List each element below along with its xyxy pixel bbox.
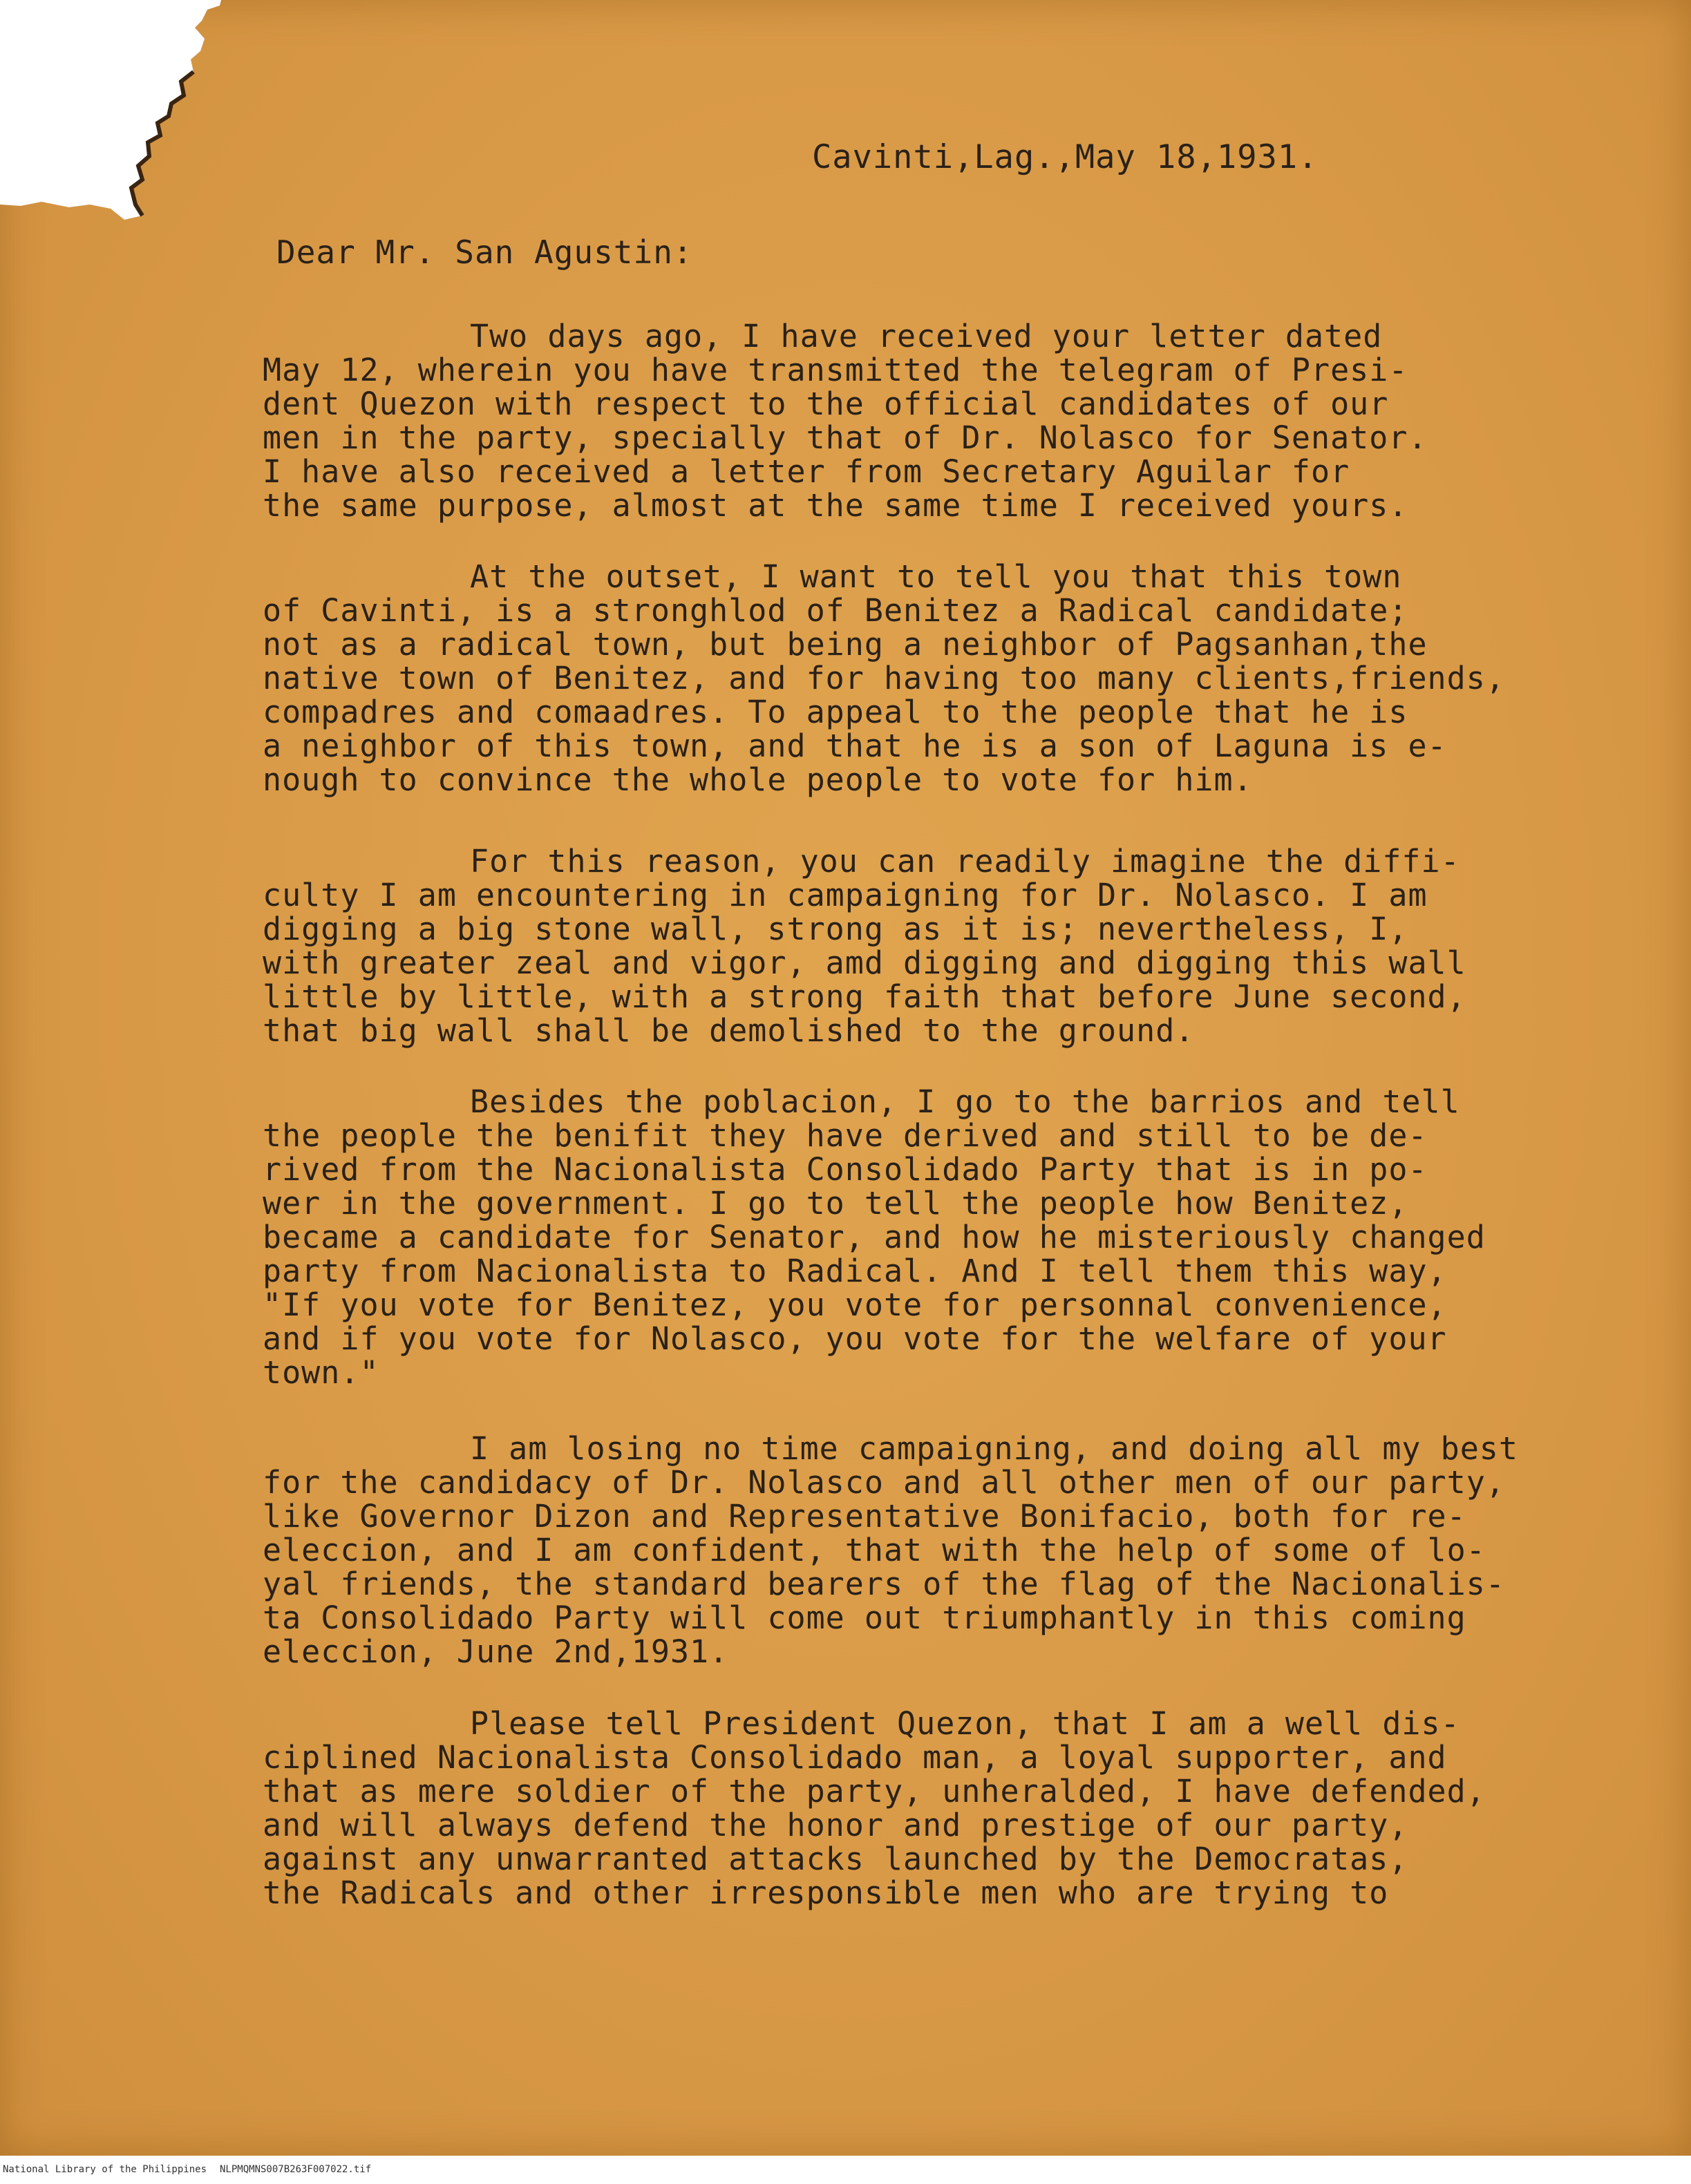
paragraph-line: town.": [263, 1354, 379, 1391]
paragraph-2: [263, 560, 1638, 797]
paragraph-line: of Cavinti, is a stronghlod of Benitez a Radical candidate;: [263, 592, 1408, 629]
paragraph-line: I have also received a letter from Secretary Aguilar for: [263, 453, 1350, 490]
paragraph-line: little by little, with a strong faith that before June second,: [263, 978, 1466, 1015]
paragraph-3: [263, 844, 1638, 1047]
paragraph-line: like Governor Dizon and Representative Bonifacio, both for re-: [263, 1498, 1466, 1535]
paragraph-line: eleccion, and I am confident, that with the help of some of lo-: [263, 1532, 1486, 1568]
archive-label: National Library of the Philippines: [3, 2164, 207, 2175]
paragraph-line: wer in the government. I go to tell the people how Benitez,: [263, 1185, 1408, 1222]
paragraph-line: and if you vote for Nolasco, you vote for the welfare of your: [263, 1320, 1447, 1357]
paragraph-line: and will always defend the honor and prestige of our party,: [263, 1807, 1408, 1843]
paragraph-line: a neighbor of this town, and that he is a son of Laguna is e-: [263, 728, 1447, 764]
paragraph-line: At the outset, I want to tell you that this town: [470, 558, 1402, 595]
paragraph-line: eleccion, June 2nd,1931.: [263, 1633, 729, 1670]
paragraph-line: for the candidacy of Dr. Nolasco and all other men of our party,: [263, 1464, 1505, 1501]
paragraph-line: culty I am encountering in campaigning for Dr. Nolasco. I am: [263, 877, 1428, 913]
paragraph-line: ciplined Nacionalista Consolidado man, a loyal supporter, and: [263, 1739, 1447, 1776]
paragraph-line: the Radicals and other irresponsible men who are trying to: [263, 1874, 1389, 1911]
paragraph-6: [263, 1707, 1638, 1910]
scan-footer: [0, 2156, 1691, 2184]
paragraph-line: the people the benifit they have derived and still to be de-: [263, 1117, 1428, 1154]
paragraph-line: ta Consolidado Party will come out triumphantly in this coming: [263, 1599, 1466, 1636]
paragraph-line: native town of Benitez, and for having too many clients,friends,: [263, 660, 1505, 696]
paragraph-line: men in the party, specially that of Dr. Nolasco for Senator.: [263, 419, 1428, 456]
paragraph-line: that as mere soldier of the party, unheralded, I have defended,: [263, 1773, 1486, 1810]
paragraph-line: rived from the Nacionalista Consolidado Party that is in po-: [263, 1151, 1428, 1188]
paragraph-line: dent Quezon with respect to the official candidates of our: [263, 386, 1389, 422]
paragraph-line: Two days ago, I have received your letter dated: [470, 318, 1383, 354]
paragraph-1: [263, 319, 1638, 522]
dateline: Cavinti,Lag.,May 18,1931.: [812, 138, 1319, 176]
paragraph-line: party from Nacionalista to Radical. And I tell them this way,: [263, 1253, 1447, 1289]
paragraph-line: digging a big stone wall, strong as it is; nevertheless, I,: [263, 911, 1408, 947]
paragraph-line: Please tell President Quezon, that I am a well dis-: [470, 1705, 1460, 1742]
paragraph-5: [263, 1432, 1638, 1669]
paragraph-line: became a candidate for Senator, and how he misteriously changed: [263, 1219, 1486, 1255]
paragraph-line: against any unwarranted attacks launched by the Democratas,: [263, 1841, 1408, 1877]
file-name-label: NLPMQMNS007B263F007022.tif: [220, 2164, 372, 2175]
paragraph-line: May 12, wherein you have transmitted the telegram of Presi-: [263, 352, 1408, 388]
paragraph-line: "If you vote for Benitez, you vote for personnal convenience,: [263, 1286, 1447, 1323]
paragraph-line: I am losing no time campaigning, and doing all my best: [470, 1430, 1518, 1467]
salutation: Dear Mr. San Agustin:: [276, 234, 693, 271]
paragraph-line: with greater zeal and vigor, amd digging and digging this wall: [263, 944, 1466, 981]
paragraph-line: compadres and comaadres. To appeal to the people that he is: [263, 694, 1408, 730]
paragraph-line: not as a radical town, but being a neighbor of Pagsanhan,the: [263, 626, 1428, 663]
paragraph-4: [263, 1085, 1638, 1389]
paragraph-line: yal friends, the standard bearers of the flag of the Nacionalis-: [263, 1566, 1505, 1602]
paragraph-line: Besides the poblacion, I go to the barrios and tell: [470, 1083, 1460, 1120]
paragraph-line: For this reason, you can readily imagine the diffi-: [470, 843, 1460, 880]
paragraph-line: that big wall shall be demolished to the ground.: [263, 1012, 1195, 1049]
paragraph-line: nough to convince the whole people to vote for him.: [263, 761, 1253, 798]
paragraph-line: the same purpose, almost at the same time I received yours.: [263, 487, 1408, 524]
